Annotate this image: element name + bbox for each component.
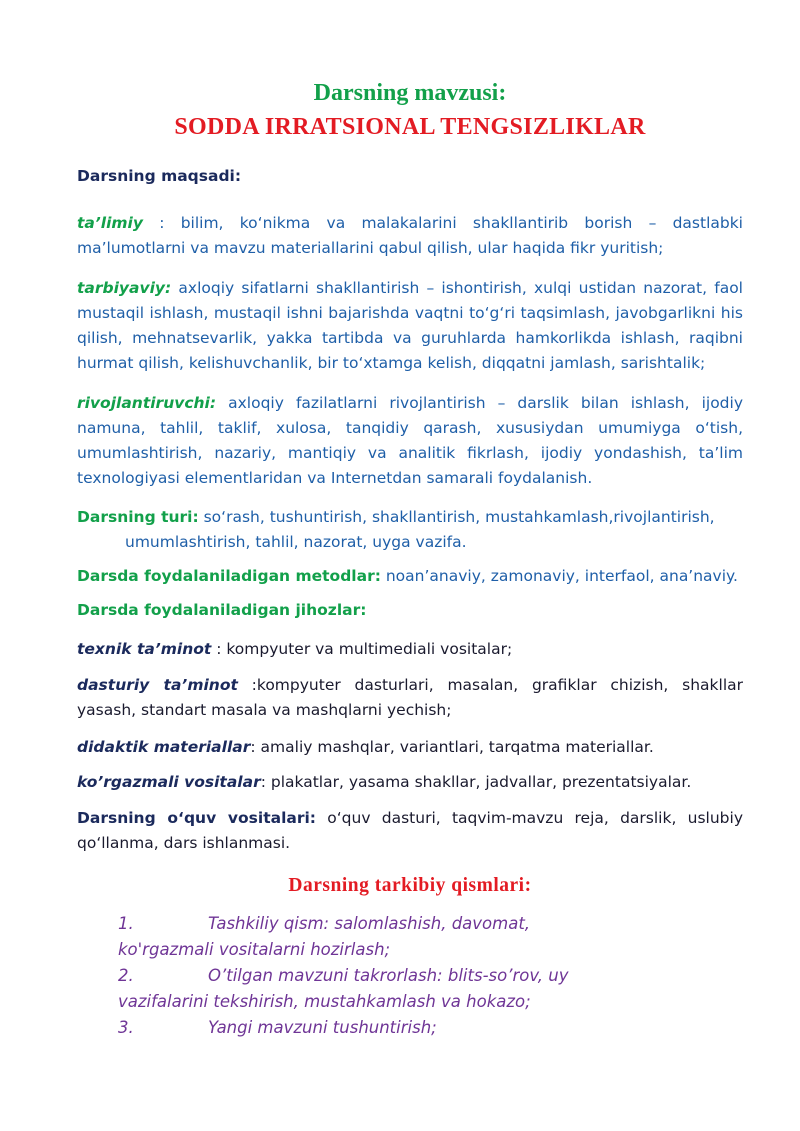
lesson-type-label: Darsning turi: xyxy=(77,508,199,526)
methods-label: Darsda foydalaniladigan metodlar: xyxy=(77,567,381,585)
software-support-text: :kompyuter dasturlari, masalan, grafiklar chizish, shakllar yasash, standart masala va mashqlarni yechish; xyxy=(77,676,743,719)
methods xyxy=(77,564,743,589)
educational-goal-text: : bilim, ko‘nikma va malakalarini shakllantirib borish – dastlabki ma’lumotlarni va mavzu materiallarini qabul qilish, ular haqida fikr yuritish; xyxy=(77,214,743,257)
didactic-materials-text: : amaliy mashqlar, variantlari, tarqatma materiallar. xyxy=(250,738,654,756)
list-item-text: Yangi mavzuni tushuntirish; xyxy=(208,1018,437,1037)
lesson-topic-title: SODDA IRRATSIONAL TENGSIZLIKLAR xyxy=(174,114,646,140)
lesson-type-text-1: so‘rash, tushuntirish, shakllantirish, mustahkamlash,rivojlantirish, xyxy=(198,508,715,526)
upbringing-goal xyxy=(77,276,743,376)
educational-goal xyxy=(77,211,743,261)
list-item xyxy=(118,911,743,937)
lesson-goals-heading: Darsning maqsadi: xyxy=(77,167,242,185)
list-item-continuation: vazifalarini tekshirish, mustahkamlash va hokazo; xyxy=(118,992,531,1011)
lesson-type xyxy=(77,505,743,555)
list-item xyxy=(118,1015,743,1041)
lesson-topic-label: Darsning mavzusi: xyxy=(313,80,507,106)
list-item-number: 1. xyxy=(118,914,134,933)
technical-support-text: : kompyuter va multimediali vositalar; xyxy=(211,640,513,658)
list-item-number: 3. xyxy=(118,1018,134,1037)
lesson-type-text-2: umumlashtirish, tahlil, nazorat, uyga vazifa. xyxy=(125,533,467,551)
visual-aids xyxy=(77,770,743,795)
study-tools-text: o‘quv dasturi, taqvim-mavzu reja, darslik, uslubiy qo‘llanma, dars ishlanmasi. xyxy=(77,809,743,852)
technical-support xyxy=(77,637,743,662)
educational-goal-label: ta’limiy xyxy=(77,214,143,232)
list-item-number: 2. xyxy=(118,966,134,985)
methods-text: noan’anaviy, zamonaviy, interfaol, ana’naviy. xyxy=(380,567,738,585)
software-support xyxy=(77,673,743,723)
lesson-type-line1 xyxy=(77,505,743,530)
study-tools xyxy=(77,806,743,856)
visual-aids-label: ko’rgazmali vositalar xyxy=(77,773,261,791)
list-item-text: O’tilgan mavzuni takrorlash: blits-so’rov, uy xyxy=(208,966,569,985)
developmental-goal-label: rivojlantiruvchi: xyxy=(77,394,217,412)
equipment-heading: Darsda foydalaniladigan jihozlar: xyxy=(77,601,367,619)
developmental-goal xyxy=(77,391,743,491)
lesson-parts-heading: Darsning tarkibiy qismlari: xyxy=(288,875,532,896)
upbringing-goal-label: tarbiyaviy: xyxy=(77,279,172,297)
list-item-text: Tashkiliy qism: salomlashish, davomat, xyxy=(208,914,531,933)
list-item-continuation: ko'rgazmali vositalarni hozirlash; xyxy=(118,940,391,959)
visual-aids-text: : plakatlar, yasama shakllar, jadvallar, prezentatsiyalar. xyxy=(260,773,692,791)
lesson-parts-list xyxy=(77,911,743,1041)
study-tools-label: Darsning o‘quv vositalari: xyxy=(77,809,316,827)
upbringing-goal-text: axloqiy sifatlarni shakllantirish – ishontirish, xulqi ustidan nazorat, faol mustaqil ishlash, mustaqil ishni bajarishda vaqtni to‘g‘ri taqsimlash, javobgarlikni his qilish, mehnatsevarlik, yakka tartibda va guruhlarda hamkorlikda ishlash, raqibni hurmat qilish, kelishuvchanlik, bir to‘xtamga kelish, diqqatni jamlash, sarishtalik; xyxy=(77,279,743,372)
didactic-materials-label: didaktik materiallar xyxy=(77,738,251,756)
software-support-label: dasturiy ta’minot xyxy=(77,676,238,694)
technical-support-label: texnik ta’minot xyxy=(77,640,212,658)
developmental-goal-text: axloqiy fazilatlarni rivojlantirish – darslik bilan ishlash, ijodiy namuna, tahlil, taklif, xulosa, tanqidiy qarash, xususiydan umumiyga o‘tish, umumlashtirish, nazariy, mantiqiy va analitik fikrlash, ijodiy yondashish, ta’lim texnologiyasi elementlaridan va Internetdan samarali foydalanish. xyxy=(77,394,743,487)
didactic-materials xyxy=(77,735,743,760)
list-item xyxy=(118,963,743,989)
